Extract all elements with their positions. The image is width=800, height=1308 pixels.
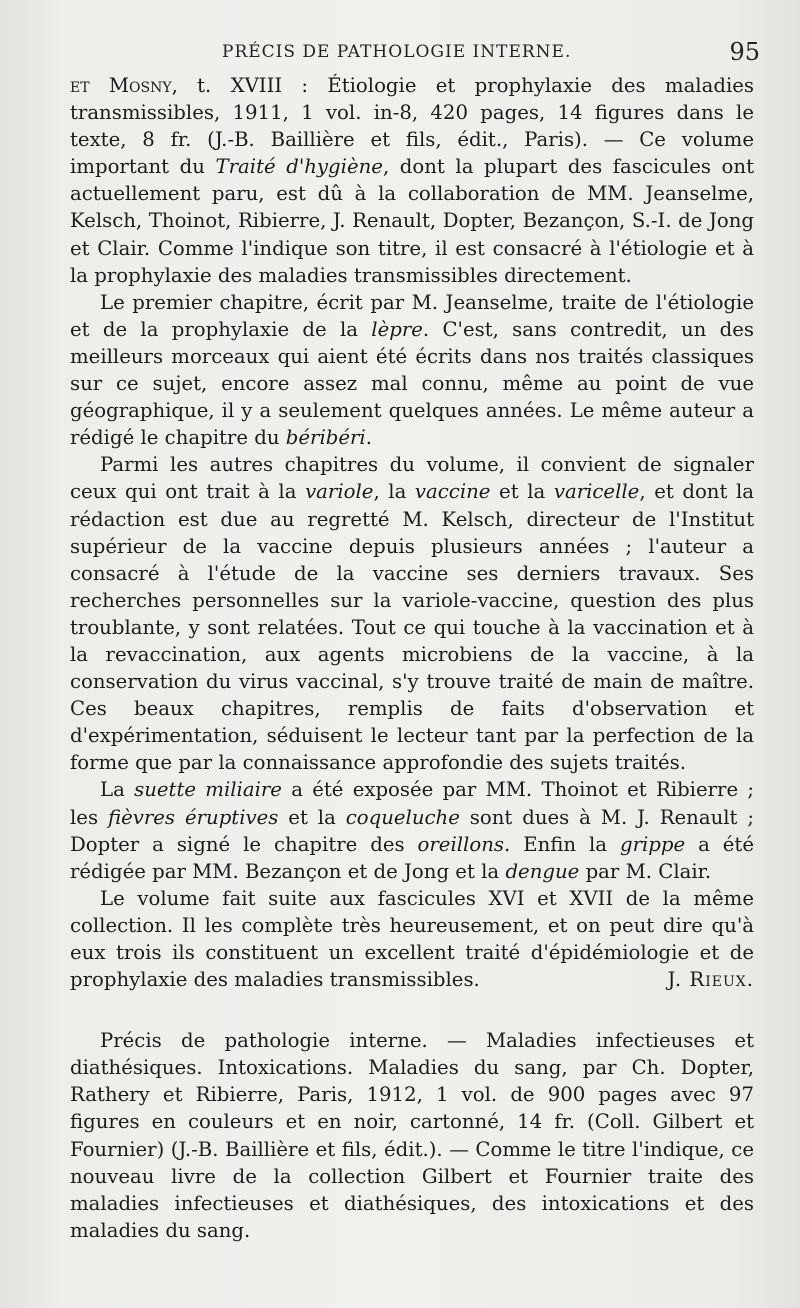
page-number: 95 bbox=[729, 38, 760, 66]
review-entry bbox=[70, 1027, 754, 1244]
text-run: . Enfin la bbox=[504, 832, 620, 856]
author-names: Ribierre bbox=[195, 1083, 278, 1107]
italic-term: oreillons bbox=[417, 832, 504, 856]
collection-name: Gilbert bbox=[652, 1110, 723, 1134]
paragraph-2 bbox=[70, 289, 754, 452]
author-names: et Mosny bbox=[70, 74, 172, 97]
running-title: PRÉCIS DE PATHOLOGIE INTERNE. bbox=[222, 42, 572, 62]
author-names: Ch. Dopter, Rathery bbox=[70, 1056, 754, 1107]
paragraph-4 bbox=[70, 776, 754, 884]
text-run: Le premier chapitre, écrit par M. Jeanselme, traite de l'étiologie et de la prophylaxie de la bbox=[70, 290, 754, 341]
italic-term: dengue bbox=[505, 859, 580, 883]
text-run: . bbox=[365, 426, 372, 450]
italic-term: grippe bbox=[619, 832, 686, 856]
paragraph-1 bbox=[70, 72, 754, 289]
text-run: ) (J.-B. Baillière et fils, édit.). — Comme le titre l'indique, ce nouveau livre de la collection Gilbert et Fournier traite des maladies infectieuses et diathésiques, des intoxications et des maladies du sang. bbox=[70, 1137, 754, 1242]
text-run: , la bbox=[373, 480, 415, 504]
italic-term: variole bbox=[305, 480, 374, 504]
book-title: Précis de pathologie interne. — Maladies infectieuses et diathésiques. Intoxications. Maladies du sang bbox=[70, 1029, 754, 1080]
section-gap bbox=[70, 993, 754, 1027]
text-run: sont dues à M. J. Renault ; Dopter a signé le chapitre des bbox=[70, 805, 755, 856]
collection-name: Fournier bbox=[70, 1137, 157, 1161]
italic-term: béribéri bbox=[285, 426, 366, 450]
text-run: a été exposée par MM. Thoinot et Ribierre ; les bbox=[70, 778, 754, 829]
text-run: , dont la plupart des fascicules ont actuellement paru, est dû à la collaboration de MM. Jeanselme, Kelsch, Thoinot, Ribierre, J. Renault, Dopter, Bezançon, S.-I. de Jong et Clair. Comme l'indique son titre, il est consacré à l'étiologie et à la prophylaxie des maladies transmissibles directement. bbox=[70, 155, 754, 287]
reviewer-signature: J. Rieux. bbox=[667, 968, 754, 992]
text-run: La bbox=[100, 778, 135, 802]
text-run: Parmi les autres chapitres du volume, il convient de signaler ceux qui ont trait à la bbox=[70, 453, 754, 504]
page-body bbox=[70, 72, 754, 1244]
paragraph-3 bbox=[70, 451, 754, 776]
italic-term: vaccine bbox=[414, 480, 491, 504]
text-run: , Paris, 1912, 1 vol. de 900 pages avec 97 figures en couleurs et en noir, cartonné, 14 fr. (Coll. bbox=[70, 1083, 754, 1134]
text-run: et bbox=[149, 1083, 196, 1107]
italic-term: varicelle bbox=[553, 480, 640, 504]
text-run: , et dont la rédaction est due au regretté M. Kelsch, directeur de l'Institut supérieur de la vaccine depuis plusieurs années ; l'auteur a consacré à l'étude de la vaccine ses derniers travaux. Ses recherches personnelles sur la variole-vaccine, question des plus troublante, y sont relatées. Tout ce qui touche à la vaccination et à la revaccination, aux agents microbiens de la vaccine, à la conservation du virus vaccinal, s'y trouve traité de main de maître. Ces beaux chapitres, remplis de faits d'observation et d'expérimentation, séduisent le lecteur tant par la perfection de la forme que par la connaissance approfondie des sujets traités. bbox=[70, 480, 755, 775]
text-run: . C'est, sans contredit, un des meilleurs morceaux qui aient été écrits dans nos traités classiques sur ce sujet, encore assez mal connu, même au point de vue géographique, il y a seulement quelques années. Le même auteur a rédigé le chapitre du bbox=[70, 317, 754, 450]
text-run: , t. XVIII : Étiologie et prophylaxie des maladies transmissibles, 1911, 1 vol. in-8, 420 pages, 14 figures dans le texte, 8 fr. (J.-B. Baillière et fils, édit., Paris). — Ce volume important du bbox=[70, 74, 754, 179]
text-run: Le volume fait suite aux fascicules XVI et XVII de la même collection. Il les complète très heureusement, et on peut dire qu'à eux trois ils constituent un excellent traité d'épidémiologie et de prophylaxie des maladies transmissibles. bbox=[70, 886, 754, 992]
text-run: et bbox=[722, 1110, 755, 1134]
text-run: et la bbox=[490, 480, 554, 504]
italic-term: fièvres éruptives bbox=[107, 805, 279, 829]
paragraph-5 bbox=[70, 885, 754, 993]
italic-title: Traité d'hygiène bbox=[215, 155, 383, 179]
italic-term: lèpre bbox=[371, 317, 423, 341]
italic-term: suette miliaire bbox=[134, 778, 282, 802]
text-run: par M. Clair. bbox=[579, 859, 712, 883]
page-header bbox=[0, 38, 800, 68]
text-run: , par bbox=[561, 1056, 632, 1080]
italic-term: coqueluche bbox=[345, 805, 460, 829]
text-run: et la bbox=[278, 805, 346, 829]
text-run: a été rédigée par MM. Bezançon et de Jong et la bbox=[70, 832, 754, 883]
